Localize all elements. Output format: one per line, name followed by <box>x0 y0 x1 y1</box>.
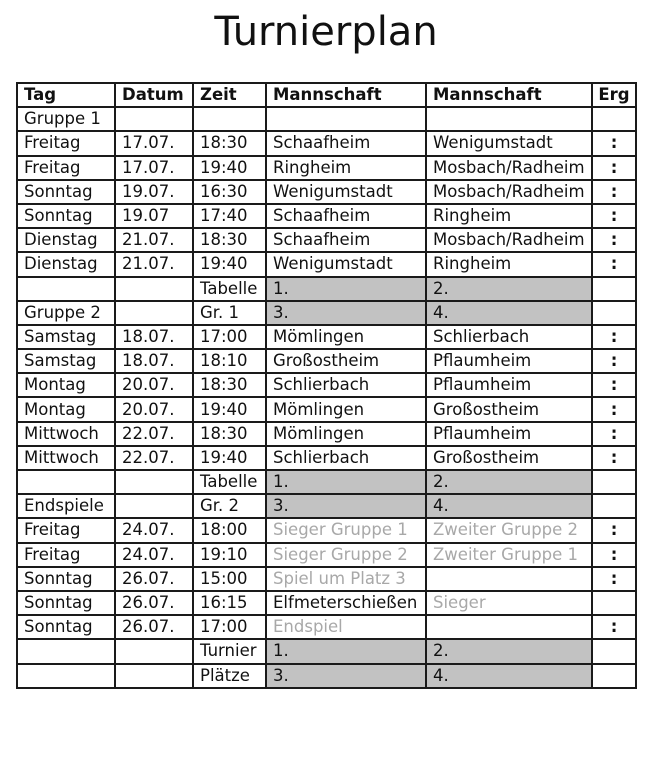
table-row <box>17 349 636 373</box>
zeit-cell: 16:30 <box>193 180 266 204</box>
tag-cell: Samstag <box>17 325 115 349</box>
datum-cell: 21.07. <box>115 228 193 252</box>
tag-cell <box>17 277 115 301</box>
team-home-cell <box>266 107 426 131</box>
datum-cell: 20.07. <box>115 373 193 397</box>
team-home-cell: Schaafheim <box>266 204 426 228</box>
team-away-cell <box>426 615 592 639</box>
header-mannschaft-2: Mannschaft <box>426 83 592 107</box>
zeit-cell: 17:40 <box>193 204 266 228</box>
team-home-cell: Schaafheim <box>266 131 426 155</box>
team-home-cell: 3. <box>266 494 426 518</box>
datum-cell: 26.07. <box>115 567 193 591</box>
zeit-cell: Gr. 1 <box>193 301 266 325</box>
zeit-cell: 15:00 <box>193 567 266 591</box>
tag-cell: Montag <box>17 397 115 421</box>
tag-cell <box>17 664 115 688</box>
schedule-body <box>17 107 636 688</box>
table-row <box>17 325 636 349</box>
datum-cell: 19.07 <box>115 204 193 228</box>
datum-cell: 26.07. <box>115 591 193 615</box>
erg-cell: : <box>592 156 636 180</box>
zeit-cell <box>193 107 266 131</box>
datum-cell: 17.07. <box>115 156 193 180</box>
erg-cell <box>592 664 636 688</box>
table-row <box>17 131 636 155</box>
table-row <box>17 422 636 446</box>
team-away-cell: 2. <box>426 277 592 301</box>
erg-cell <box>592 591 636 615</box>
zeit-cell: Tabelle <box>193 470 266 494</box>
datum-cell <box>115 639 193 663</box>
team-home-cell: Sieger Gruppe 1 <box>266 518 426 542</box>
header-zeit: Zeit <box>193 83 266 107</box>
table-row <box>17 373 636 397</box>
zeit-cell: 18:30 <box>193 228 266 252</box>
zeit-cell: 17:00 <box>193 325 266 349</box>
erg-cell: : <box>592 567 636 591</box>
tag-cell: Samstag <box>17 349 115 373</box>
team-away-cell: Pflaumheim <box>426 422 592 446</box>
team-away-cell: Wenigumstadt <box>426 131 592 155</box>
datum-cell: 20.07. <box>115 397 193 421</box>
zeit-cell: 17:00 <box>193 615 266 639</box>
team-home-cell: 1. <box>266 277 426 301</box>
erg-cell: : <box>592 422 636 446</box>
erg-cell: : <box>592 349 636 373</box>
team-away-cell <box>426 107 592 131</box>
team-home-cell: Spiel um Platz 3 <box>266 567 426 591</box>
team-home-cell: Mömlingen <box>266 325 426 349</box>
datum-cell: 18.07. <box>115 325 193 349</box>
team-home-cell: Elfmeterschießen <box>266 591 426 615</box>
tag-cell: Mittwoch <box>17 446 115 470</box>
datum-cell <box>115 494 193 518</box>
tag-cell: Gruppe 1 <box>17 107 115 131</box>
datum-cell: 18.07. <box>115 349 193 373</box>
tag-cell: Freitag <box>17 543 115 567</box>
table-row <box>17 639 636 663</box>
table-row <box>17 470 636 494</box>
tag-cell: Mittwoch <box>17 422 115 446</box>
erg-cell: : <box>592 252 636 276</box>
tag-cell: Montag <box>17 373 115 397</box>
table-row <box>17 107 636 131</box>
datum-cell <box>115 277 193 301</box>
header-row <box>17 83 636 107</box>
datum-cell: 22.07. <box>115 422 193 446</box>
erg-cell: : <box>592 543 636 567</box>
team-away-cell: Großostheim <box>426 397 592 421</box>
tag-cell: Freitag <box>17 131 115 155</box>
erg-cell: : <box>592 228 636 252</box>
team-home-cell: 3. <box>266 664 426 688</box>
zeit-cell: Plätze <box>193 664 266 688</box>
datum-cell: 21.07. <box>115 252 193 276</box>
erg-cell: : <box>592 397 636 421</box>
erg-cell: : <box>592 615 636 639</box>
team-away-cell: Pflaumheim <box>426 373 592 397</box>
zeit-cell: 18:30 <box>193 422 266 446</box>
zeit-cell: 19:40 <box>193 446 266 470</box>
tournament-table <box>16 82 637 689</box>
zeit-cell: 19:40 <box>193 397 266 421</box>
team-away-cell: 4. <box>426 664 592 688</box>
table-row <box>17 446 636 470</box>
page-title: Turnierplan <box>214 9 438 55</box>
team-away-cell: Sieger <box>426 591 592 615</box>
team-away-cell: Mosbach/Radheim <box>426 228 592 252</box>
team-home-cell: Schaafheim <box>266 228 426 252</box>
team-away-cell: Ringheim <box>426 252 592 276</box>
team-home-cell: Wenigumstadt <box>266 252 426 276</box>
datum-cell <box>115 301 193 325</box>
team-home-cell: Wenigumstadt <box>266 180 426 204</box>
header-tag: Tag <box>17 83 115 107</box>
tag-cell: Sonntag <box>17 591 115 615</box>
team-away-cell: 2. <box>426 470 592 494</box>
zeit-cell: Turnier <box>193 639 266 663</box>
team-away-cell <box>426 567 592 591</box>
table-row <box>17 156 636 180</box>
header-mannschaft-1: Mannschaft <box>266 83 426 107</box>
datum-cell: 24.07. <box>115 518 193 542</box>
zeit-cell: Tabelle <box>193 277 266 301</box>
team-away-cell: Mosbach/Radheim <box>426 180 592 204</box>
team-home-cell: 1. <box>266 470 426 494</box>
team-home-cell: Ringheim <box>266 156 426 180</box>
erg-cell <box>592 107 636 131</box>
zeit-cell: 19:40 <box>193 156 266 180</box>
team-home-cell: Großostheim <box>266 349 426 373</box>
table-row <box>17 397 636 421</box>
erg-cell: : <box>592 373 636 397</box>
erg-cell: : <box>592 180 636 204</box>
tag-cell: Sonntag <box>17 567 115 591</box>
zeit-cell: Gr. 2 <box>193 494 266 518</box>
team-home-cell: Endspiel <box>266 615 426 639</box>
zeit-cell: 18:30 <box>193 373 266 397</box>
zeit-cell: 18:10 <box>193 349 266 373</box>
team-away-cell: 4. <box>426 301 592 325</box>
table-row <box>17 543 636 567</box>
erg-cell: : <box>592 204 636 228</box>
zeit-cell: 18:00 <box>193 518 266 542</box>
table-row <box>17 567 636 591</box>
datum-cell <box>115 664 193 688</box>
datum-cell: 19.07. <box>115 180 193 204</box>
table-row <box>17 228 636 252</box>
team-away-cell: Zweiter Gruppe 1 <box>426 543 592 567</box>
tag-cell: Sonntag <box>17 615 115 639</box>
team-home-cell: Schlierbach <box>266 446 426 470</box>
team-away-cell: 2. <box>426 639 592 663</box>
erg-cell <box>592 639 636 663</box>
team-home-cell: Schlierbach <box>266 373 426 397</box>
table-row <box>17 252 636 276</box>
team-away-cell: Pflaumheim <box>426 349 592 373</box>
tag-cell: Endspiele <box>17 494 115 518</box>
team-home-cell: Sieger Gruppe 2 <box>266 543 426 567</box>
tag-cell: Gruppe 2 <box>17 301 115 325</box>
erg-cell: : <box>592 518 636 542</box>
table-row <box>17 204 636 228</box>
table-row <box>17 277 636 301</box>
zeit-cell: 19:40 <box>193 252 266 276</box>
header-erg: Erg <box>592 83 636 107</box>
datum-cell <box>115 107 193 131</box>
zeit-cell: 16:15 <box>193 591 266 615</box>
table-row <box>17 615 636 639</box>
datum-cell: 22.07. <box>115 446 193 470</box>
tag-cell: Dienstag <box>17 252 115 276</box>
tag-cell: Freitag <box>17 518 115 542</box>
tag-cell: Dienstag <box>17 228 115 252</box>
table-row <box>17 180 636 204</box>
tag-cell <box>17 470 115 494</box>
tag-cell <box>17 639 115 663</box>
tag-cell: Freitag <box>17 156 115 180</box>
team-away-cell: Mosbach/Radheim <box>426 156 592 180</box>
erg-cell <box>592 277 636 301</box>
table-row <box>17 591 636 615</box>
erg-cell: : <box>592 325 636 349</box>
erg-cell <box>592 301 636 325</box>
team-home-cell: Mömlingen <box>266 397 426 421</box>
erg-cell: : <box>592 446 636 470</box>
datum-cell: 17.07. <box>115 131 193 155</box>
tag-cell: Sonntag <box>17 180 115 204</box>
erg-cell: : <box>592 131 636 155</box>
team-away-cell: Ringheim <box>426 204 592 228</box>
tag-cell: Sonntag <box>17 204 115 228</box>
team-home-cell: 3. <box>266 301 426 325</box>
team-away-cell: Zweiter Gruppe 2 <box>426 518 592 542</box>
datum-cell: 26.07. <box>115 615 193 639</box>
team-away-cell: 4. <box>426 494 592 518</box>
team-home-cell: 1. <box>266 639 426 663</box>
table-row <box>17 518 636 542</box>
zeit-cell: 18:30 <box>193 131 266 155</box>
datum-cell: 24.07. <box>115 543 193 567</box>
team-away-cell: Schlierbach <box>426 325 592 349</box>
team-home-cell: Mömlingen <box>266 422 426 446</box>
zeit-cell: 19:10 <box>193 543 266 567</box>
team-away-cell: Großostheim <box>426 446 592 470</box>
datum-cell <box>115 470 193 494</box>
table-row <box>17 301 636 325</box>
header-datum: Datum <box>115 83 193 107</box>
erg-cell <box>592 494 636 518</box>
erg-cell <box>592 470 636 494</box>
table-row <box>17 494 636 518</box>
table-row <box>17 664 636 688</box>
